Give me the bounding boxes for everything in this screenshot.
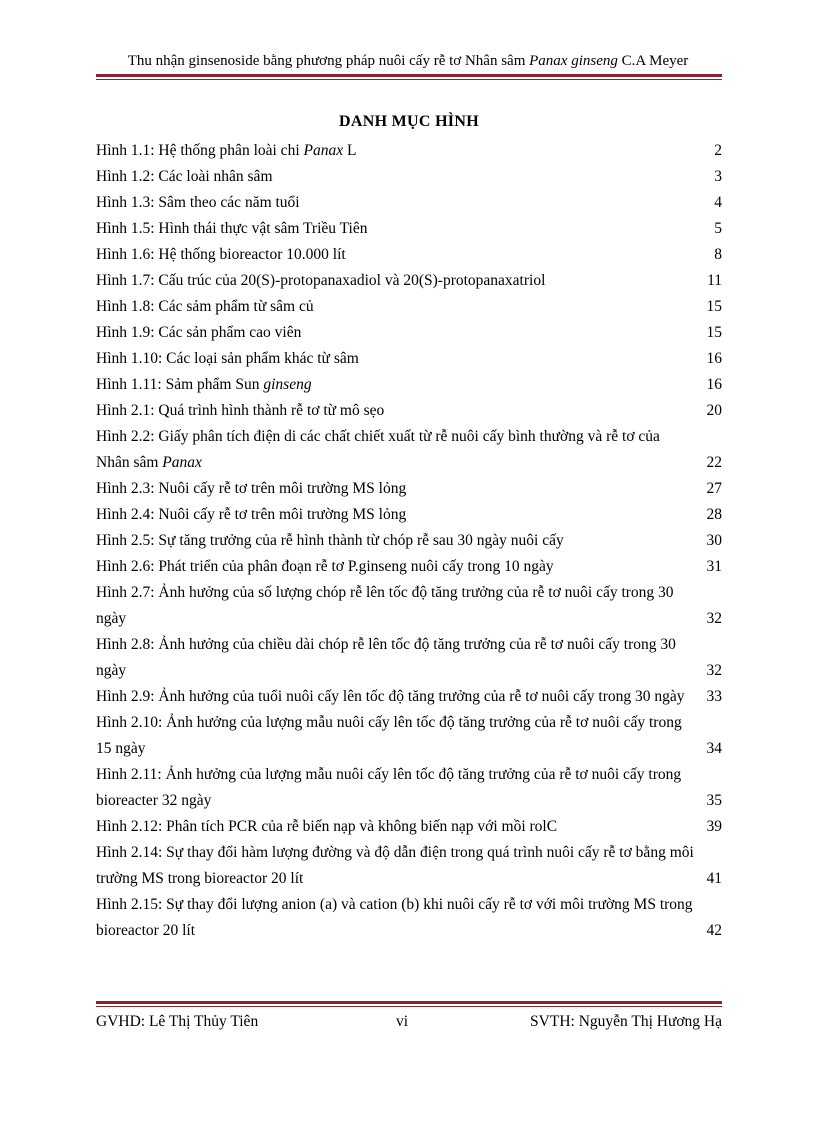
figure-caption-text: Hình 2.15: Sự thay đổi lượng anion (a) và cation (b) khi nuôi cấy rễ tơ với môi trường MS trong bioreactor 20 lít	[96, 896, 693, 939]
figure-list	[96, 138, 722, 944]
figure-page-number: 8	[714, 246, 722, 263]
figure-page-number: 16	[706, 376, 722, 393]
figure-caption	[96, 762, 722, 814]
figure-caption-text: Hình 1.7: Cấu trúc của 20(S)-protopanaxadiol và 20(S)-protopanaxatriol	[96, 272, 546, 289]
figure-caption-suffix: L	[343, 142, 357, 159]
figure-caption-italic: Panax	[303, 142, 344, 159]
figure-caption	[96, 424, 722, 476]
figure-entry	[96, 268, 722, 294]
figure-entry	[96, 814, 722, 840]
figure-caption	[96, 710, 722, 762]
figure-entry	[96, 554, 722, 580]
figure-caption	[96, 580, 722, 632]
header-author: C.A Meyer	[617, 53, 689, 69]
figure-caption-text: Hình 2.6: Phát triển của phân đoạn rễ tơ P.ginseng nuôi cấy trong 10 ngày	[96, 558, 554, 575]
figure-caption	[96, 320, 722, 346]
figure-page-number: 15	[706, 324, 722, 341]
figure-caption	[96, 528, 722, 554]
figure-page-number: 30	[706, 532, 722, 549]
figure-entry	[96, 216, 722, 242]
figure-caption	[96, 684, 722, 710]
figure-entry	[96, 840, 722, 892]
footer-page-number: vi	[396, 1013, 409, 1030]
figure-caption-text: Hình 2.3: Nuôi cấy rễ tơ trên môi trường MS lỏng	[96, 480, 407, 497]
figure-page-number: 5	[714, 220, 722, 237]
figure-caption-text: Hình 2.9: Ảnh hưởng của tuổi nuôi cấy lên tốc độ tăng trưởng của rễ tơ nuôi cấy trong 30 ngày	[96, 688, 685, 705]
figure-caption	[96, 242, 722, 268]
header-text: Thu nhận ginsenoside bằng phương pháp nuôi cấy rễ tơ Nhân sâm	[127, 53, 530, 69]
figure-caption	[96, 632, 722, 684]
figure-entry	[96, 502, 722, 528]
figure-entry	[96, 684, 722, 710]
figure-entry	[96, 372, 722, 398]
figure-page-number: 11	[707, 272, 722, 289]
figure-caption	[96, 138, 722, 164]
figure-entry	[96, 346, 722, 372]
figure-page-number: 4	[714, 194, 722, 211]
figure-caption-italic: Panax	[162, 454, 202, 471]
figure-caption	[96, 346, 722, 372]
figure-page-number: 32	[706, 662, 722, 679]
figure-page-number: 15	[706, 298, 722, 315]
figure-caption-text: Hình 1.6: Hệ thống bioreactor 10.000 lít	[96, 246, 346, 263]
figure-entry	[96, 892, 722, 944]
figure-caption-text: Hình 1.8: Các sảm phẩm từ sâm củ	[96, 298, 314, 315]
page-title: DANH MỤC HÌNH	[339, 113, 479, 130]
figure-caption	[96, 268, 722, 294]
figure-caption	[96, 892, 722, 944]
figure-entry	[96, 632, 722, 684]
figure-page-number: 32	[706, 610, 722, 627]
figure-caption	[96, 554, 722, 580]
figure-page-number: 3	[714, 168, 722, 185]
figure-caption-text: Hình 2.4: Nuôi cấy rễ tơ trên môi trường MS lỏng	[96, 506, 407, 523]
figure-entry	[96, 424, 722, 476]
figure-caption-text: Hình 2.8: Ảnh hưởng của chiều dài chóp rễ lên tốc độ tăng trưởng của rễ tơ nuôi cấy trong 30 ngày	[96, 636, 676, 679]
figure-page-number: 16	[706, 350, 722, 367]
figure-entry	[96, 580, 722, 632]
figure-caption	[96, 372, 722, 398]
figure-page-number: 42	[706, 922, 722, 939]
header-rule-thick	[96, 74, 722, 77]
figure-caption-text: Hình 2.12: Phân tích PCR của rễ biến nạp và không biến nạp với mồi rolC	[96, 818, 558, 835]
figure-caption-italic: ginseng	[263, 376, 312, 393]
footer-rule-thin	[96, 1006, 722, 1007]
figure-caption-text: Hình 2.1: Quá trình hình thành rễ tơ từ mô sẹo	[96, 402, 385, 419]
figure-caption	[96, 216, 722, 242]
figure-entry	[96, 242, 722, 268]
figure-entry	[96, 138, 722, 164]
figure-page-number: 20	[706, 402, 722, 419]
figure-page-number: 27	[706, 480, 722, 497]
figure-caption-text: Hình 2.14: Sự thay đổi hàm lượng đường và độ dẫn điện trong quá trình nuôi cấy rễ tơ bằng môi trường MS trong bioreactor 20 lít	[96, 844, 694, 887]
figure-caption	[96, 190, 722, 216]
figure-caption-text: Hình 1.1: Hệ thống phân loài chi	[96, 142, 304, 159]
running-header	[100, 53, 716, 70]
figure-page-number: 2	[714, 142, 722, 159]
figure-entry	[96, 528, 722, 554]
header-rule-thin	[96, 79, 722, 80]
figure-caption-text: Hình 2.10: Ảnh hưởng của lượng mẫu nuôi cấy lên tốc độ tăng trưởng của rễ tơ nuôi cấy trong 15 ngày	[96, 714, 682, 757]
header-species-italic: Panax ginseng	[529, 53, 618, 69]
figure-caption-text: Hình 1.9: Các sản phẩm cao viên	[96, 324, 302, 341]
figure-entry	[96, 710, 722, 762]
figure-caption-text: Hình 2.7: Ảnh hưởng của số lượng chóp rễ lên tốc độ tăng trưởng của rễ tơ nuôi cấy trong 30 ngày	[96, 584, 674, 627]
figure-caption	[96, 502, 722, 528]
figure-caption	[96, 398, 722, 424]
figure-caption-text: Hình 1.5: Hình thái thực vật sâm Triều Tiên	[96, 220, 368, 237]
figure-entry	[96, 164, 722, 190]
figure-caption	[96, 164, 722, 190]
figure-entry	[96, 476, 722, 502]
figure-page-number: 41	[706, 870, 722, 887]
figure-caption-text: Hình 2.11: Ảnh hưởng của lượng mẫu nuôi cấy lên tốc độ tăng trưởng của rễ tơ nuôi cấy trong bioreacter 32 ngày	[96, 766, 682, 809]
figure-page-number: 34	[706, 740, 722, 757]
figure-caption	[96, 840, 722, 892]
running-footer	[96, 1013, 722, 1035]
figure-caption	[96, 476, 722, 502]
figure-caption-text: Hình 2.2: Giấy phân tích điện di các chất chiết xuất từ rễ nuôi cấy bình thường và rễ tơ của Nhân sâm	[96, 428, 660, 471]
figure-entry	[96, 294, 722, 320]
figure-entry	[96, 398, 722, 424]
figure-caption	[96, 294, 722, 320]
figure-page-number: 28	[706, 506, 722, 523]
footer-advisor: GVHD: Lê Thị Thủy Tiên	[96, 1013, 259, 1030]
figure-page-number: 22	[706, 454, 722, 471]
figure-entry	[96, 320, 722, 346]
figure-entry	[96, 190, 722, 216]
figure-page-number: 35	[706, 792, 722, 809]
footer-rule-thick	[96, 1001, 722, 1004]
figure-caption	[96, 814, 722, 840]
figure-caption-text: Hình 1.10: Các loại sản phẩm khác từ sâm	[96, 350, 359, 367]
figure-page-number: 39	[706, 818, 722, 835]
figure-caption-text: Hình 2.5: Sự tăng trưởng của rễ hình thành từ chóp rễ sau 30 ngày nuôi cấy	[96, 532, 564, 549]
figure-entry	[96, 762, 722, 814]
figure-caption-text: Hình 1.2: Các loài nhân sâm	[96, 168, 273, 185]
figure-page-number: 31	[706, 558, 722, 575]
figure-caption-text: Hình 1.11: Sảm phẩm Sun	[96, 376, 264, 393]
figure-caption-text: Hình 1.3: Sâm theo các năm tuổi	[96, 194, 300, 211]
footer-student: SVTH: Nguyễn Thị Hương Hạ	[530, 1013, 722, 1030]
figure-page-number: 33	[706, 688, 722, 705]
